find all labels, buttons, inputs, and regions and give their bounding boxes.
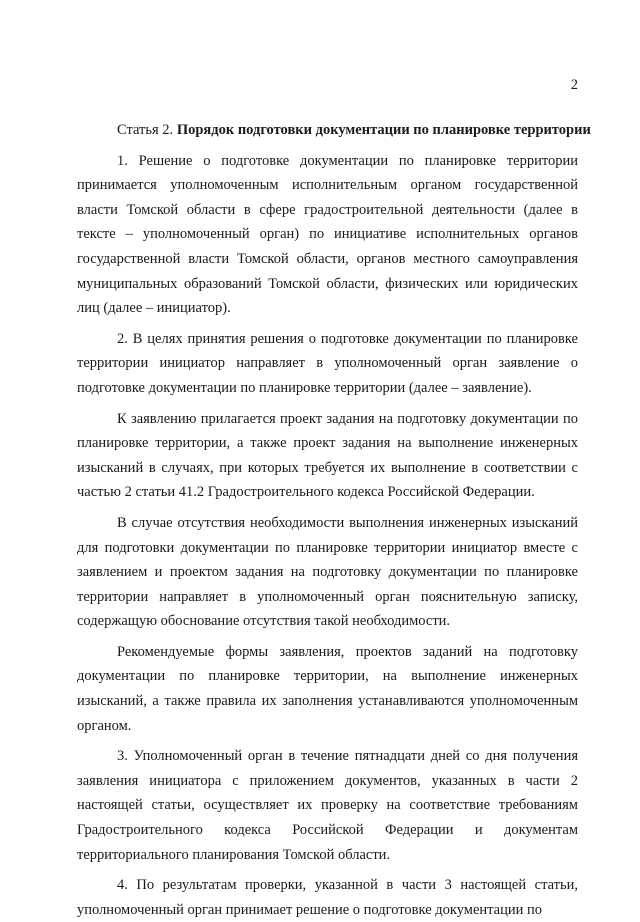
document-body — [77, 118, 591, 922]
paragraph-2: 2. В целях принятия решения о подготовке документации по планировке территории инициатор направляет в уполномоченный орган заявление о подготовке документации по планировке территории (далее – заявление). — [77, 330, 578, 396]
page-number: 2 — [570, 77, 578, 93]
paragraph-3: К заявлению прилагается проект задания на подготовку документации по планировке территории, а также проект задания на выполнение инженерных изысканий в случаях, при которых требуется их выполнение в соответствии с частью 2 статьи 41.2 Градостроительного кодекса Российской Федерации. — [77, 410, 578, 501]
article-title: Порядок подготовки документации по планировке территории — [176, 122, 591, 138]
article-heading — [77, 118, 591, 143]
article-label: Статья 2. — [117, 122, 174, 138]
paragraph-4: В случае отсутствия необходимости выполнения инженерных изысканий для подготовки документации по планировке территории инициатор вместе с заявлением и проектом задания на подготовку документации по планировке территории направляет в уполномоченный орган пояснительную записку, содержащую обоснование отсутствия такой необходимости. — [77, 514, 578, 630]
paragraph-7: 4. По результатам проверки, указанной в части 3 настоящей статьи, уполномоченный орган принимает решение о подготовке документации по — [77, 877, 578, 918]
paragraph-1: 1. Решение о подготовке документации по планировке территории принимается уполномоченным исполнительным органом государственной власти Томской области в сфере градостроительной деятельности (далее в тексте – уполномоченный орган) по инициативе исполнительных органов государственной власти Томской области, органов местного самоуправления муниципальных образований Томской области, физических или юридических лиц (далее – инициатор). — [77, 152, 578, 317]
paragraph-5: Рекомендуемые формы заявления, проектов заданий на подготовку документации по планировке территории, на выполнение инженерных изысканий, а также правила их заполнения устанавливаются уполномоченным органом. — [77, 643, 578, 734]
paragraph-6: 3. Уполномоченный орган в течение пятнадцати дней со дня получения заявления инициатора с приложением документов, указанных в части 2 настоящей статьи, осуществляет их проверку на соответствие требованиям Градостроительного кодекса Российской Федерации и документам территориального планирования Томской области. — [77, 748, 578, 863]
